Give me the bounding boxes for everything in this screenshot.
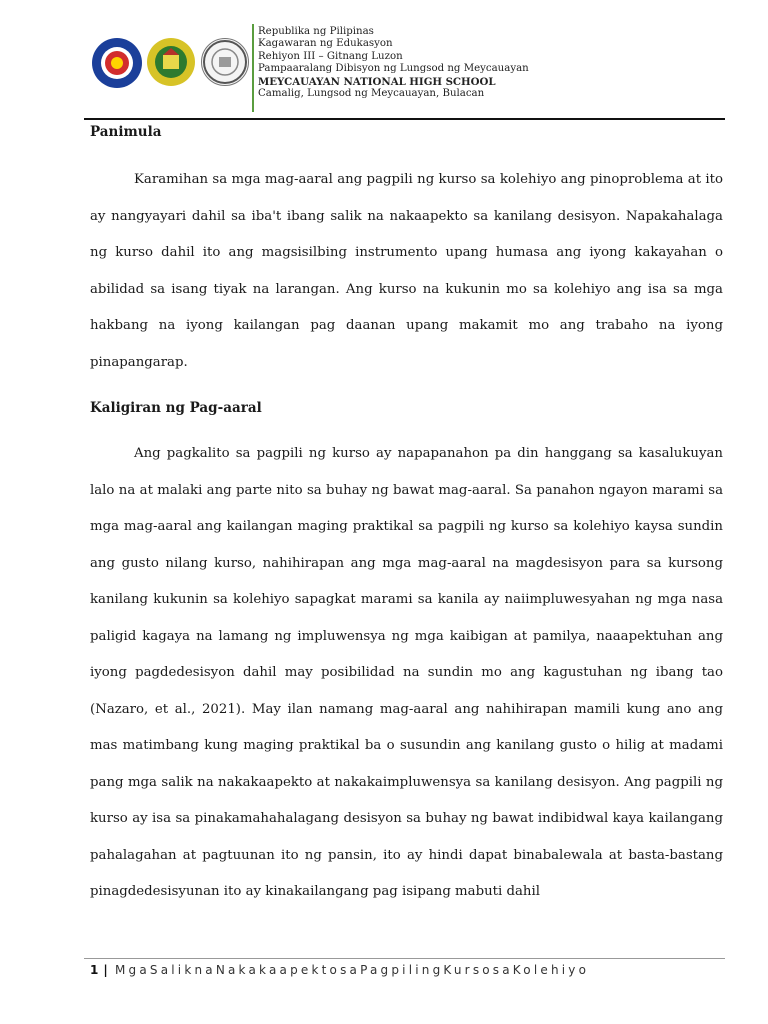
paragraph-text: Ang pagkalito sa pagpili ng kurso ay napapanahon pa din hanggang sa kasalukuyan lalo na at malaki ang parte nito sa buhay ng bawat mag-aaral. Sa panahon ngayon marami sa mga mag-aaral ang kailangan maging praktikal sa pagpili ng kurso sa kolehiyo kaysa sundin ang gusto nilang kurso, nahihirapan ang mga mag-aaral na magdesisyon para sa kursong kanilang kukunin sa kolehiyo sapagkat marami sa kanila ay naiimpluwesyahan ng mga nasa paligid kagaya na lamang ng impluwensya ng mga kaibigan at pamilya, naaapektuhan ang iyong pagdedesisyon dahil may posibilidad na sundin mo ang kagustuhan ng ibang tao (Nazaro, et al., 2021). May ilan namang mag-aaral ang nahihirapan mamili kung ano ang mas matimbang kung maging praktikal ba o susundin ang kanilang gusto o hilig at madami pang mga salik na nakakaapekto at nakakaimpluwensya sa kanilang desisyon. Ang pagpili ng kurso ay isa sa pinakamahahalagang desisyon sa buhay ng bawat indibidwal kaya kailangang pahalagahan at pagtuunan ito ng pansin, ito ay hindi dapat binabalewala at basta-bastang pinagdedesisyunan ito ay kinakailangang pag isipang mabuti dahil [90,446,723,899]
page-footer [90,963,589,977]
letterhead-line: Republika ng Pilipinas [258,26,374,37]
section-heading-kaligiran: Kaligiran ng Pag-aaral [90,400,262,416]
letterhead-text [258,26,529,100]
paragraph-text: Karamihan sa mga mag-aaral ang pagpili ng kurso sa kolehiyo ang pinoproblema at ito ay nangyayari dahil sa iba't ibang salik na nakaapekto sa kanilang desisyon. Napakahalaga ng kurso dahil ito ang magsisilbing instrumento upang humasa ang iyong kakayahan o abilidad sa isang tiyak na larangan. Ang kurso na kukunin mo sa kolehiyo ang isa sa mga hakbang na iyong kailangan pag daanan upang makamit mo ang trabaho na iyong pinapangarap. [90,172,723,370]
section-body-kaligiran [90,436,723,911]
division-seal-icon [147,38,195,86]
letterhead [0,0,768,120]
school-seal-icon [201,38,249,86]
page-number: 1 [90,963,100,977]
letterhead-divider [252,24,254,112]
section-heading-panimula: Panimula [90,124,162,140]
header-rule [84,118,725,120]
footer-rule [84,958,725,959]
letterhead-line: Kagawaran ng Edukasyon [258,38,393,50]
letterhead-line: Pampaaralang Dibisyon ng Lungsod ng Meycauayan [258,63,529,75]
school-name: MEYCAUAYAN NATIONAL HIGH SCHOOL [258,75,496,88]
section-body-panimula [90,162,723,381]
letterhead-line: Rehiyon III – Gitnang Luzon [258,50,403,62]
letterhead-line: Camalig, Lungsod ng Meycauayan, Bulacan [258,88,485,100]
deped-seal-icon [92,38,142,88]
footer-separator: | [103,963,111,977]
running-title: MgaSaliknaNakakaapektosaPagpilingKursosaKolehiyo [114,963,590,977]
